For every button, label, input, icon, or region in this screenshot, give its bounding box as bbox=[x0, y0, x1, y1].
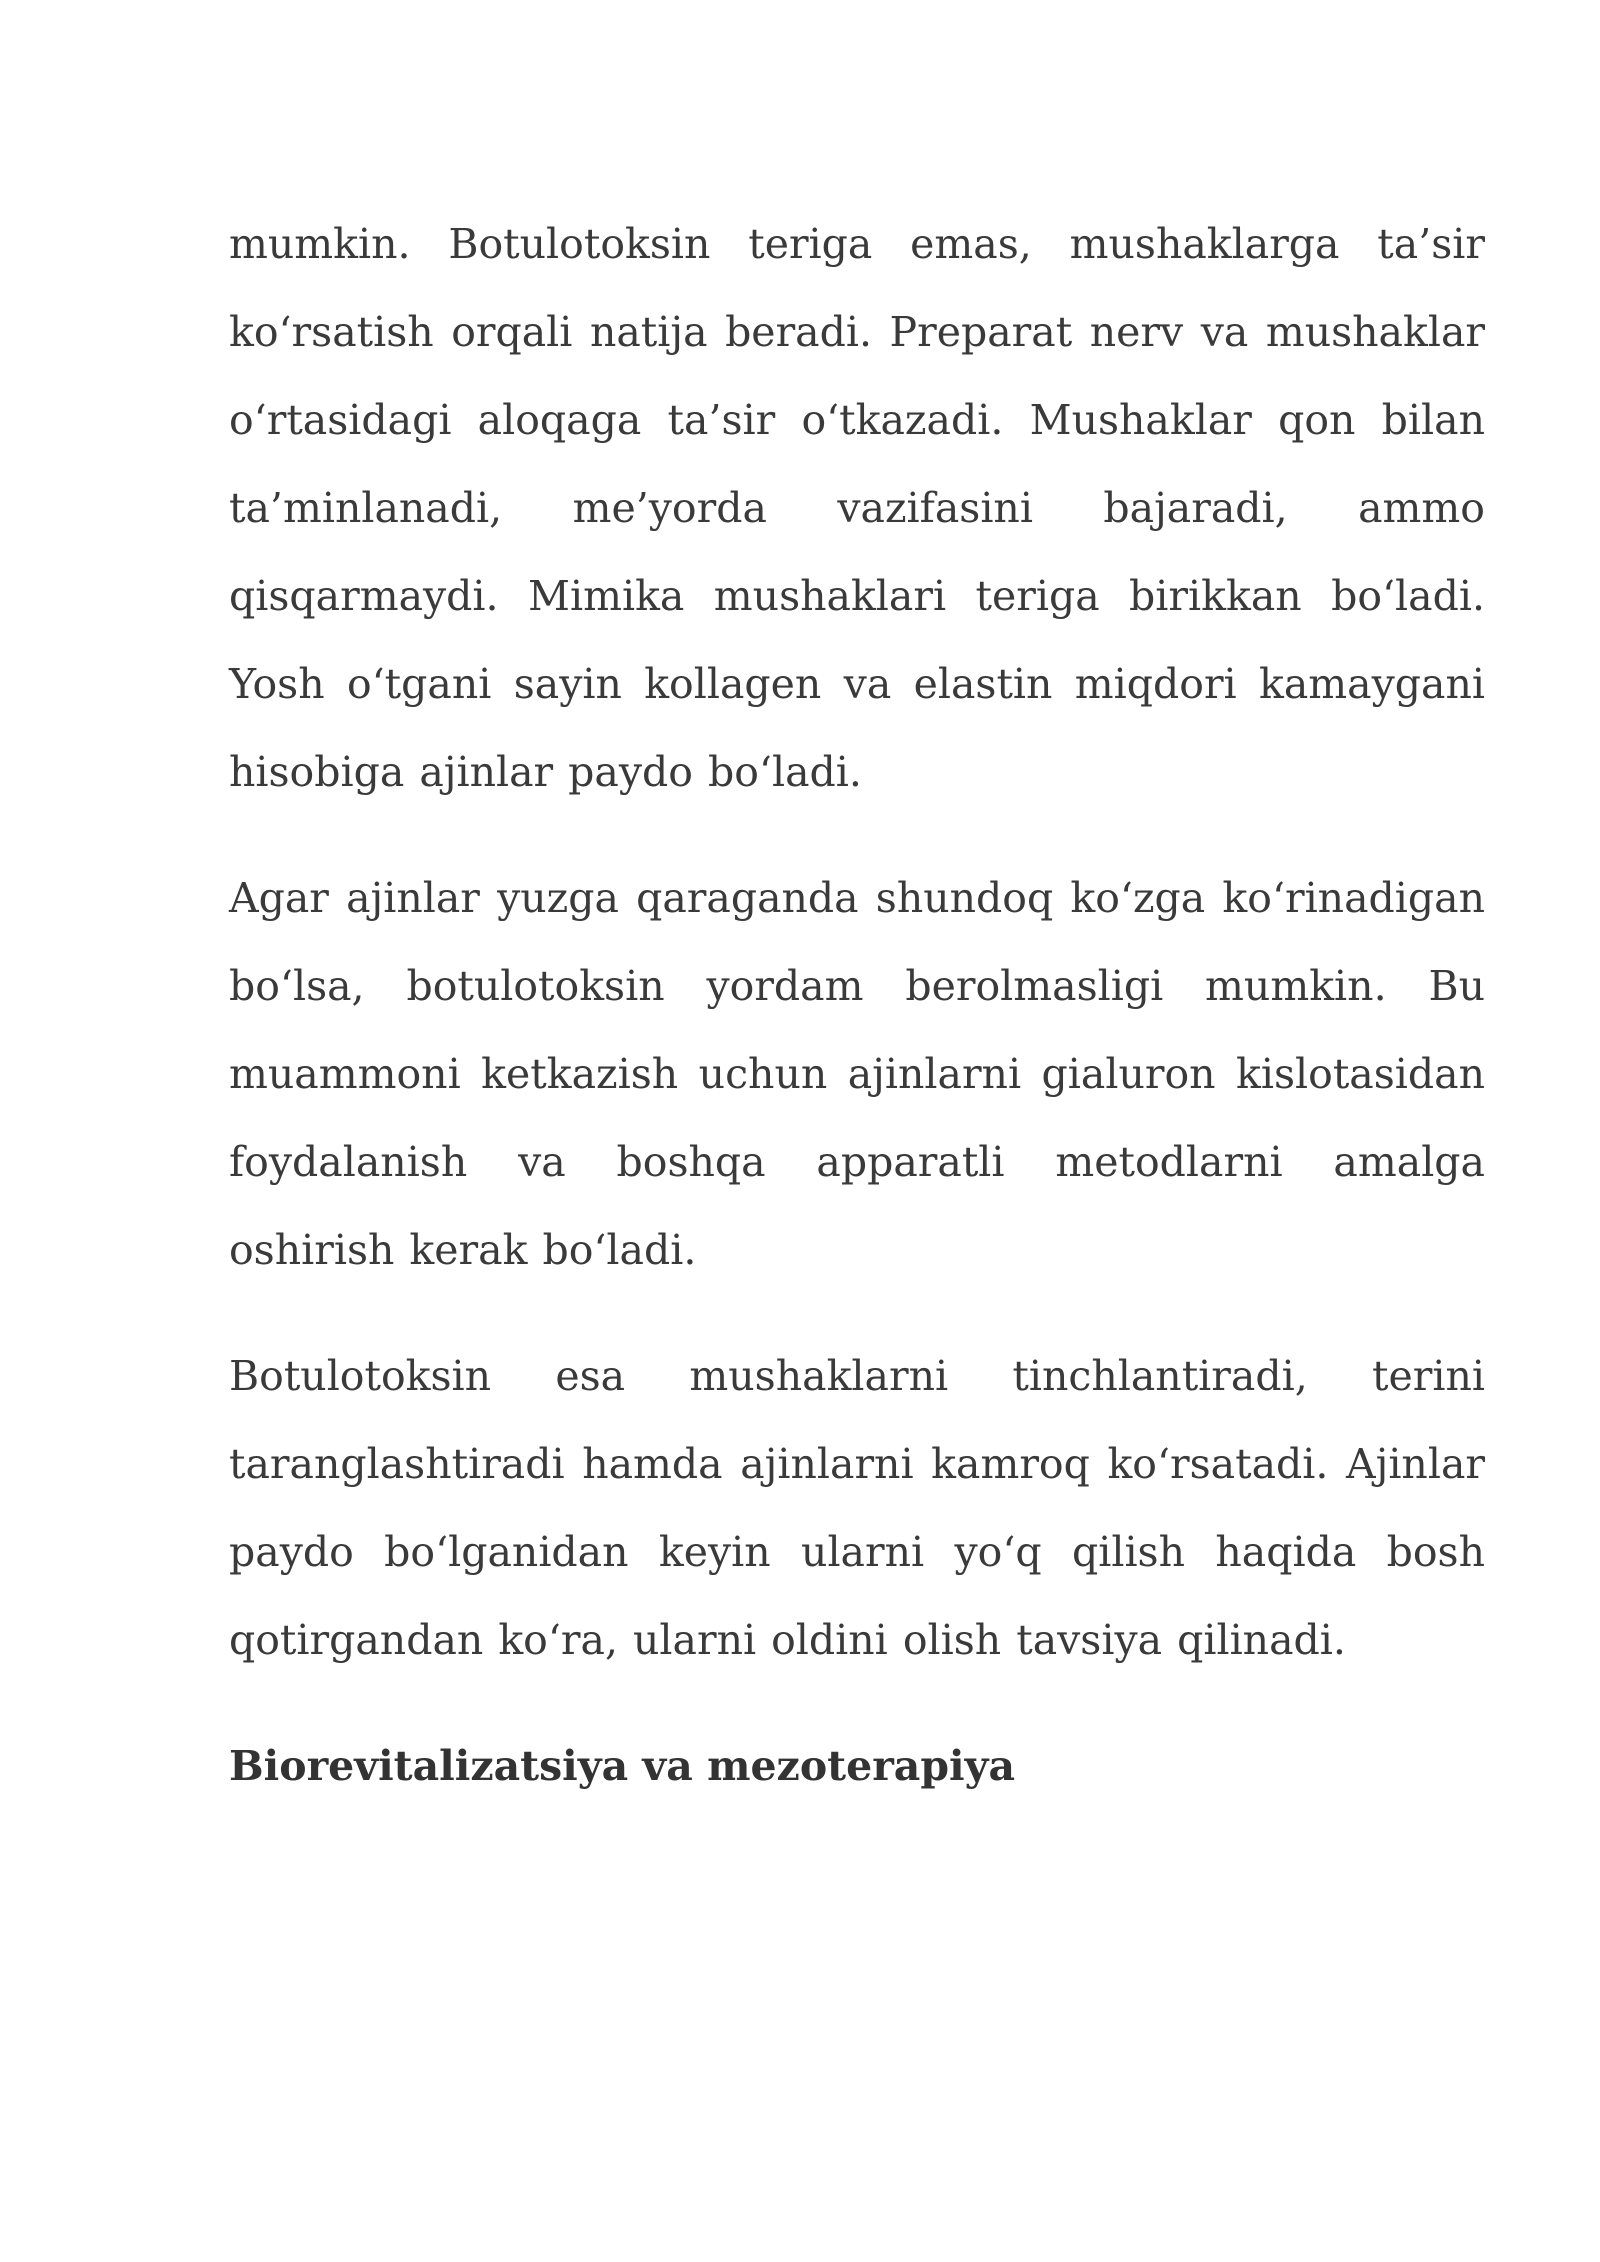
paragraph-botulotoxin-effect: mumkin. Botulotoksin teriga emas, mushaklarga ta’sir ko‘rsatish orqali natija beradi. Preparat nerv va mushaklar o‘rtasidagi aloqaga ta’sir o‘tkazadi. Mushaklar qon bilan ta’minlanadi, me’yorda vazifasini bajaradi, ammo qisqarmaydi. Mimika mushaklari teriga birikkan bo‘ladi. Yosh o‘tgani sayin kollagen va elastin miqdori kamaygani hisobiga ajinlar paydo bo‘ladi. bbox=[229, 220, 1485, 796]
paragraph-prevention: Botulotoksin esa mushaklarni tinchlantiradi, terini taranglashtiradi hamda ajinlarni kamroq ko‘rsatadi. Ajinlar paydo bo‘lganidan keyin ularni yo‘q qilish haqida bosh qotirgandan ko‘ra, ularni oldini olish tavsiya qilinadi. bbox=[229, 1352, 1485, 1664]
paragraph-visible-wrinkles: Agar ajinlar yuzga qaraganda shundoq ko‘zga ko‘rinadigan bo‘lsa, botulotoksin yordam berolmasligi mumkin. Bu muammoni ketkazish uchun ajinlarni gialuron kislotasidan foydalanish va boshqa apparatli metodlarni amalga oshirish kerak bo‘ladi. bbox=[229, 874, 1485, 1274]
document-page bbox=[229, 200, 1485, 1810]
section-heading: Biorevitalizatsiya va mezoterapiya bbox=[229, 1742, 1016, 1790]
